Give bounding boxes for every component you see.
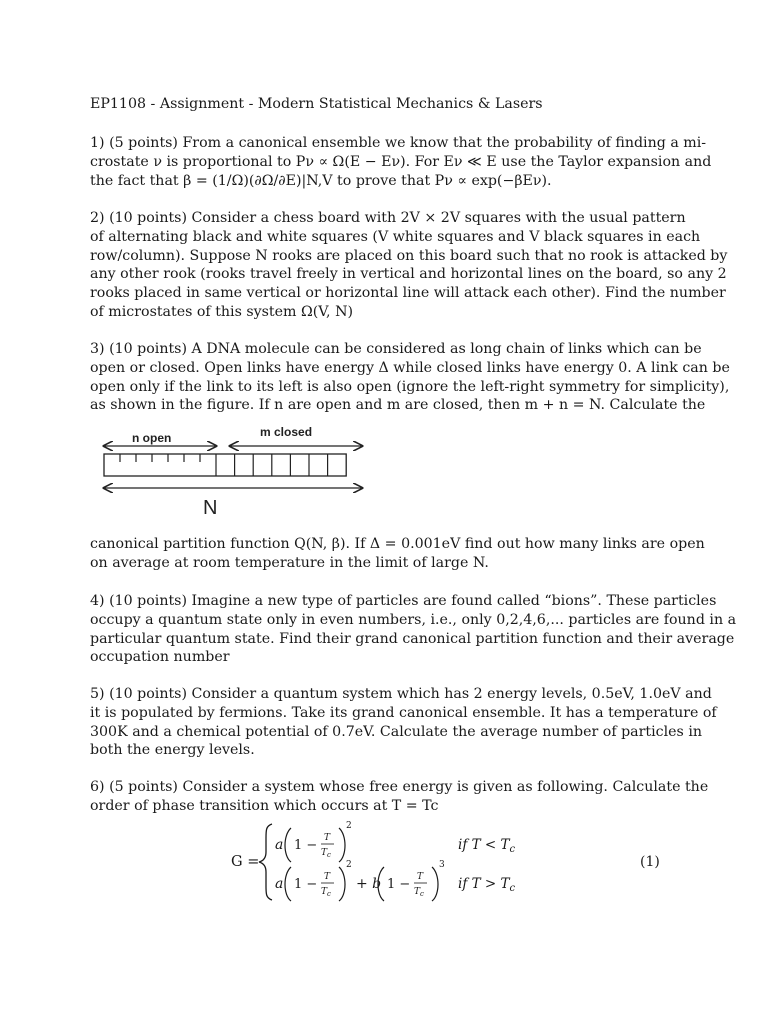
svg-text:Tc: $T_c$ xyxy=(321,887,331,898)
text-line: crostate ν is proportional to Pν ∝ Ω(E − Eν). For Eν ≪ E use the Taylor expansion and xyxy=(90,153,712,170)
text-line: 4) (10 points) Imagine a new type of particles are found called “bions”. These particles xyxy=(90,593,717,609)
text-line: it is populated by fermions. Take its grand canonical ensemble. It has a temperature of xyxy=(90,704,717,721)
text-line: both the energy levels. xyxy=(90,742,255,759)
svg-text:T: T xyxy=(417,872,424,882)
case2-left-paren xyxy=(285,867,291,901)
text-line: order of phase transition which occurs at T = Tc xyxy=(90,797,439,814)
question-4 xyxy=(90,592,737,667)
equation-number: (1) xyxy=(640,854,660,870)
dna-chain-figure xyxy=(96,422,376,522)
text-line: any other rook (rooks travel freely in vertical and horizontal lines on the board, so any 2 xyxy=(90,266,727,283)
text-line: the fact that β = (1/Ω)(∂Ω/∂E)|N,V to prove that Pν ∝ exp(−βEν). xyxy=(90,172,552,189)
text-line: 300K and a chemical potential of 0.7eV. Calculate the average number of particles in xyxy=(90,723,702,740)
case1-left-paren xyxy=(285,828,291,862)
text-line: open or closed. Open links have energy Δ while closed links have energy 0. A link can be xyxy=(90,359,730,376)
case1-right-paren xyxy=(339,828,345,862)
svg-text:1 −: 1 − xyxy=(294,838,318,853)
svg-text:T: T xyxy=(324,872,331,882)
case2-right-paren xyxy=(339,867,345,901)
cases-brace xyxy=(259,824,272,900)
question-5 xyxy=(90,685,717,760)
total-label: N xyxy=(203,497,218,519)
text-line: canonical partition function Q(N, β). If Δ = 0.001eV find out how many links are open xyxy=(90,536,705,552)
question-2 xyxy=(90,209,728,322)
text-line: 6) (5 points) Consider a system whose free energy is given as following. Calculate the xyxy=(90,779,709,795)
question-3 xyxy=(90,340,730,415)
text-line: of alternating black and white squares (V white squares and V black squares in each xyxy=(90,228,701,245)
text-line: on average at room temperature in the limit of large N. xyxy=(90,554,489,571)
case2-exponent: 3 xyxy=(439,860,445,870)
text-line: occupation number xyxy=(90,649,230,666)
case1-condition: if $T < T_c$ xyxy=(458,837,516,855)
open-label: n open xyxy=(132,431,172,445)
svg-text:Tc: $T_c$ xyxy=(414,887,424,898)
text-line: open only if the link to its left is also open (ignore the left-right symmetry for simplicity), xyxy=(90,378,730,395)
case2-condition: if $T > T_c$ xyxy=(458,876,516,894)
svg-text:T: T xyxy=(324,833,331,843)
equation-lhs: G = xyxy=(231,854,260,870)
text-line: occupy a quantum state only in even numbers, i.e., only 0,2,4,6,... particles are found in a xyxy=(90,611,737,628)
text-line: 1) (5 points) From a canonical ensemble we know that the probability of finding a mi- xyxy=(90,135,707,151)
svg-text:2: 2 xyxy=(346,860,352,870)
svg-text:1 −: 1 − xyxy=(387,877,411,892)
text-line: 3) (10 points) A DNA molecule can be considered as long chain of links which can be xyxy=(90,341,702,357)
question-6 xyxy=(90,778,709,816)
text-line: 2) (10 points) Consider a chess board with 2V × 2V squares with the usual pattern xyxy=(90,210,686,226)
question-1 xyxy=(90,134,712,190)
svg-text:a: a xyxy=(275,876,284,892)
question-3-continued xyxy=(90,535,705,573)
case1-coefficient: a xyxy=(275,837,284,853)
chain-outline xyxy=(104,454,346,476)
case1-exponent: 2 xyxy=(346,821,352,831)
closed-label: m closed xyxy=(260,425,313,439)
svg-text:1 −: 1 − xyxy=(294,877,318,892)
svg-text:Tc: $T_c$ xyxy=(321,848,331,859)
text-line: particular quantum state. Find their grand canonical partition function and their average xyxy=(90,630,735,647)
text-line: row/column). Suppose N rooks are placed on this board such that no rook is attacked by xyxy=(90,247,728,264)
page-title: EP1108 - Assignment - Modern Statistical Mechanics & Lasers xyxy=(90,96,543,112)
text-line: 5) (10 points) Consider a quantum system which has 2 energy levels, 0.5eV, 1.0eV and xyxy=(90,686,712,702)
link-chain xyxy=(104,454,346,476)
text-line: rooks placed in same vertical or horizontal line will attack each other). Find the number xyxy=(90,285,726,302)
text-line: as shown in the figure. If n are open and m are closed, then m + n = N. Calculate the xyxy=(90,397,706,414)
text-line: of microstates of this system Ω(V, N) xyxy=(90,303,354,320)
case2-b-term: + b xyxy=(356,876,382,892)
